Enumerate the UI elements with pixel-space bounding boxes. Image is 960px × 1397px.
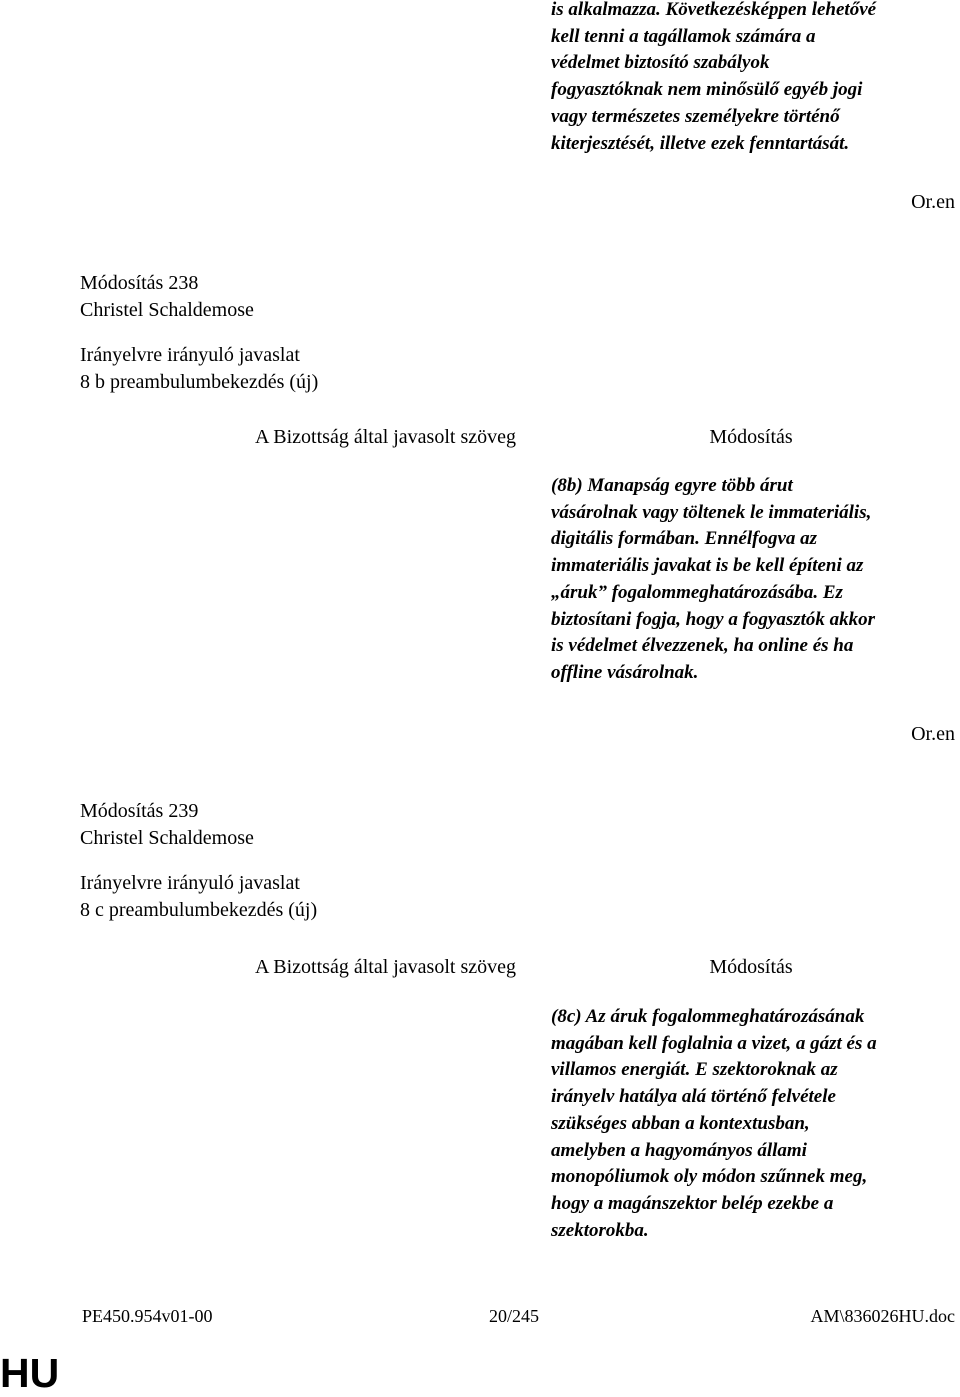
text-line: is alkalmazza. Következésképpen lehetővé <box>551 0 877 20</box>
text-line: irányelv hatálya alá történő felvétele <box>551 1086 836 1108</box>
text-line: védelmet biztosító szabályok <box>551 52 770 74</box>
original-language: Or.en <box>911 723 955 745</box>
text-line: kell tenni a tagállamok számára a <box>551 25 816 47</box>
text-line: vásárolnak vagy töltenek le immateriális, <box>551 501 872 523</box>
amendment-reference: 8 b preambulumbekezdés (új) <box>80 371 319 393</box>
footer-page-number: 20/245 <box>489 1306 540 1326</box>
column-header-commission-text: A Bizottság által javasolt szöveg <box>254 956 516 978</box>
text-line: „áruk” fogalommeghatározásába. Ez <box>551 581 843 603</box>
amendment-238-text <box>551 473 956 687</box>
text-line: villamos energiát. E szektoroknak az <box>551 1059 838 1081</box>
text-line: amelyben a hagyományos állami <box>551 1139 807 1161</box>
amendment-type: Irányelvre irányuló javaslat <box>80 344 300 366</box>
amendment-238-header <box>80 270 318 396</box>
amendment-author: Christel Schaldemose <box>80 299 254 321</box>
text-line: vagy természetes személyekre történő <box>551 105 840 127</box>
top-fragment-text <box>551 0 956 157</box>
amendment-reference: 8 c preambulumbekezdés (új) <box>80 899 318 921</box>
text-line: biztosítani fogja, hogy a fogyasztók akkor <box>551 608 876 630</box>
amendment-title: Módosítás 238 <box>80 272 199 294</box>
text-line: szektorokba. <box>551 1219 649 1241</box>
text-line: (8b) Manapság egyre több árut <box>551 475 793 496</box>
text-line: szükséges abban a kontextusban, <box>551 1112 810 1134</box>
text-line: (8c) Az áruk fogalommeghatározásának <box>551 1006 865 1027</box>
column-header-amendment: Módosítás <box>709 426 793 448</box>
amendment-title: Módosítás 239 <box>80 800 199 822</box>
language-mark: HU <box>0 1350 60 1396</box>
amendment-239-text <box>551 1004 956 1244</box>
text-line: fogyasztóknak nem minősülő egyéb jogi <box>551 79 863 101</box>
text-line: magában kell foglalnia a vizet, a gázt és a <box>551 1032 877 1054</box>
text-line: digitális formában. Ennélfogva az <box>551 528 818 550</box>
amendment-author: Christel Schaldemose <box>80 827 254 849</box>
amendment-239-header <box>80 798 317 924</box>
text-line: kiterjesztését, illetve ezek fenntartását. <box>551 132 850 154</box>
text-line: hogy a magánszektor belép ezekbe a <box>551 1192 834 1214</box>
text-line: monopóliumok oly módon szűnnek meg, <box>551 1166 868 1188</box>
original-language: Or.en <box>911 191 955 213</box>
column-header-commission-text: A Bizottság által javasolt szöveg <box>254 426 516 448</box>
footer-doc-ref: PE450.954v01-00 <box>82 1306 213 1326</box>
text-line: offline vásárolnak. <box>551 661 699 683</box>
amendment-type: Irányelvre irányuló javaslat <box>80 872 300 894</box>
footer-file-name: AM\836026HU.doc <box>810 1306 955 1326</box>
column-header-amendment: Módosítás <box>709 956 793 978</box>
text-line: immateriális javakat is be kell építeni az <box>551 555 864 577</box>
text-line: is védelmet élvezzenek, ha online és ha <box>551 635 854 657</box>
